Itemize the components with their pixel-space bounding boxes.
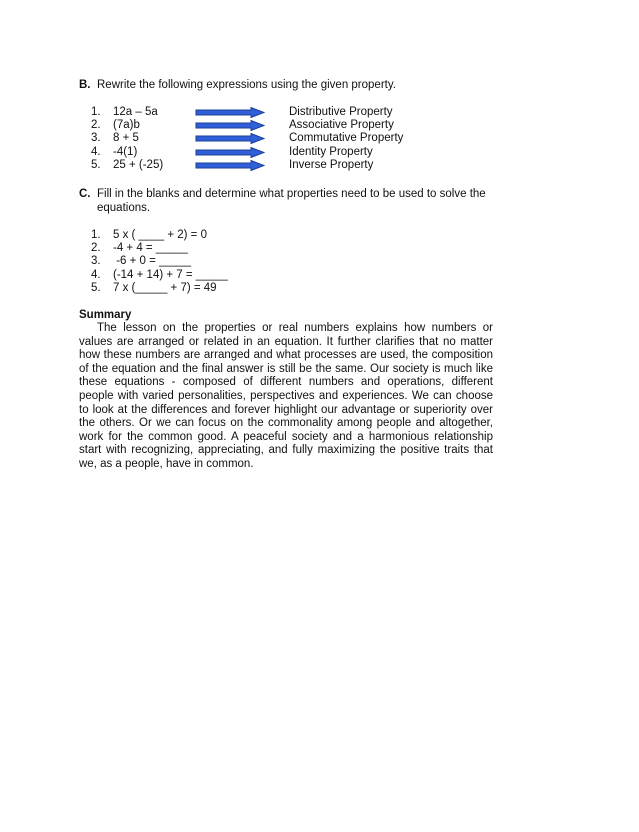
arrow-right-icon [195,133,265,144]
item-number: 5. [91,158,101,171]
item-property: Identity Property [289,145,373,158]
item-property: Distributive Property [289,106,393,118]
list-item [79,146,499,159]
item-number: 1. [91,106,101,118]
arrow-right-icon [195,107,265,118]
item-number: 2. [91,119,101,132]
item-expression: 8 + 5 [113,132,139,145]
summary-heading: Summary [79,309,132,321]
list-item [79,106,499,119]
section-b [79,78,499,172]
section-b-instruction: Rewrite the following expressions using the given property. [97,79,396,91]
item-equation: (-14 + 14) + 7 = _____ [113,268,228,281]
item-expression: -4(1) [113,145,138,158]
arrow-right-icon [195,147,265,158]
section-c-list [79,229,499,295]
item-number: 1. [91,229,101,241]
section-b-letter: B. [79,79,91,91]
item-expression: 12a – 5a [113,106,158,118]
item-number: 4. [91,145,101,158]
item-expression: (7a)b [113,119,140,132]
section-c-instruction: Fill in the blanks and determine what properties need to be used to solve the equations. [97,188,486,214]
list-item [79,229,499,242]
arrow-right-icon [195,120,265,131]
item-property: Commutative Property [289,132,404,145]
summary-paragraph: The lesson on the properties or real numbers explains how numbers or values are arranged or related in an equation. It further clarifies that no matter how these numbers are arranged and what processes are used, the composition of the equation and the final answer is still be the same. Our society is much like these equations - composed of different numbers and operations, different people with varied personalities, perspectives and experiences. We can choose to look at the differences and forever highlight our advantage or superiority over the others. Or we can focus on the commonality among people and altogether, work for the common good. A peaceful society and a harmonious relationship start with recognizing, appreciating, and fully maximizing the positive traits that we, as a people, have in common. [79,322,493,470]
item-number: 2. [91,242,101,255]
item-property: Inverse Property [289,158,374,171]
item-number: 5. [91,281,101,294]
list-item [79,159,499,172]
section-c-letter: C. [79,188,91,200]
section-b-header [79,78,499,92]
section-c-header [79,187,499,215]
arrow-right-icon [195,160,265,171]
item-property: Associative Property [289,119,394,132]
item-equation: 7 x (_____ + 7) = 49 [113,281,217,294]
item-number: 3. [91,132,101,145]
item-equation: -6 + 0 = _____ [113,255,192,268]
list-item [79,119,499,132]
section-b-list [79,106,499,172]
section-c [79,187,499,295]
list-item [79,242,499,255]
item-equation: 5 x ( ____ + 2) = 0 [113,229,207,241]
item-expression: 25 + (-25) [113,158,164,171]
item-equation: -4 + 4 = _____ [113,242,188,255]
item-number: 4. [91,268,101,281]
list-item [79,132,499,145]
list-item [79,282,499,295]
list-item [79,255,499,268]
item-number: 3. [91,255,101,268]
list-item [79,269,499,282]
